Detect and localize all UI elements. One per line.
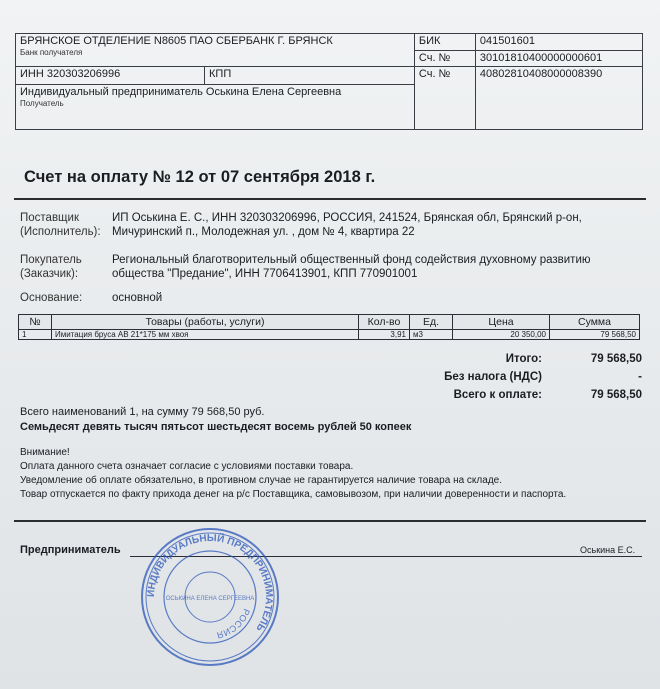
notice-heading: Внимание! — [20, 447, 70, 458]
recipient-cell — [16, 85, 415, 130]
col-header-goods: Товары (работы, услуги) — [52, 315, 359, 330]
company-stamp — [140, 527, 280, 667]
pay-label: Всего к оплате: — [453, 389, 542, 401]
bank-details-table — [15, 33, 643, 130]
amount-in-words: Семьдесят девять тысяч пятьсот шестьдесят восемь рублей 50 копеек — [20, 421, 412, 433]
totals-block — [444, 350, 642, 404]
col-header-qty: Кол-во — [359, 315, 410, 330]
pay-value: 79 568,50 — [590, 389, 642, 401]
signer-role: Предприниматель — [20, 544, 121, 556]
buyer-label: Покупатель (Заказчик): — [20, 254, 82, 280]
items-count-line: Всего наименований 1, на сумму 79 568,50 руб. — [20, 406, 265, 418]
col-header-sum: Сумма — [550, 315, 640, 330]
total-value: 79 568,50 — [590, 353, 642, 365]
buyer-block — [20, 253, 645, 283]
stamp-outer-text: ИНДИВИДУАЛЬНЫЙ ПРЕДПРИНИМАТЕЛЬ — [145, 532, 275, 634]
supplier-label: Поставщик (Исполнитель): — [20, 212, 101, 238]
bank-caption: Банк получателя — [20, 48, 83, 57]
invoice-title: Счет на оплату № 12 от 07 сентября 2018 г. — [24, 168, 376, 186]
inn-cell: ИНН 320303206996 — [16, 67, 205, 85]
basis-value: основной — [112, 292, 163, 304]
supplier-value: ИП Оськина Е. С., ИНН 320303206996, РОССИЯ, 241524, Брянская обл, Брянский р-он, Мичуринский п., Молодежная ул. , дом № 4, квартира 22 — [112, 212, 582, 238]
buyer-value: Региональный благотворительный общественный фонд содействия духовному развитию общества "Предание", ИНН 7706413901, КПП 770901001 — [112, 254, 591, 280]
basis-block — [20, 291, 645, 307]
items-header-row — [19, 315, 640, 330]
row-number: 1 — [19, 330, 52, 340]
basis-label: Основание: — [20, 292, 83, 304]
row-unit: м3 — [410, 330, 453, 340]
items-table — [18, 314, 640, 340]
col-header-price: Цена — [453, 315, 550, 330]
vat-value: - — [638, 371, 642, 383]
total-label: Итого: — [505, 353, 542, 365]
account-value: 40802810408000008390 — [475, 67, 642, 130]
title-divider — [14, 198, 646, 200]
corr-account-value: 30101810400000000601 — [475, 50, 642, 67]
row-price: 20 350,00 — [453, 330, 550, 340]
notice-line-2: Уведомление об оплате обязательно, в противном случае не гарантируется наличие товара на складе. — [20, 475, 502, 486]
vat-label: Без налога (НДС) — [444, 371, 542, 383]
row-sum: 79 568,50 — [550, 330, 640, 340]
account-label: Сч. № — [414, 67, 475, 130]
bik-value: 041501601 — [475, 34, 642, 51]
notice-line-3: Товар отпускается по факту прихода денег на р/с Поставщика, самовывозом, при наличии доверенности и паспорта. — [20, 489, 567, 500]
bank-name: БРЯНСКОЕ ОТДЕЛЕНИЕ N8605 ПАО СБЕРБАНК Г. БРЯНСК — [20, 35, 333, 47]
recipient-name: Индивидуальный предприниматель Оськина Елена Сергеевна — [20, 86, 342, 98]
recipient-caption: Получатель — [20, 99, 64, 108]
notice-line-1: Оплата данного счета означает согласие с условиями поставки товара. — [20, 461, 354, 472]
bank-name-cell — [16, 34, 415, 67]
supplier-block — [20, 211, 645, 241]
row-qty: 3,91 — [359, 330, 410, 340]
notice-divider — [14, 520, 646, 522]
col-header-number: № — [19, 315, 52, 330]
kpp-cell: КПП — [205, 67, 415, 85]
row-goods: Имитация бруса АВ 21*175 мм хвоя — [52, 330, 359, 340]
table-row — [19, 330, 640, 340]
col-header-unit: Ед. — [410, 315, 453, 330]
signer-name: Оськина Е.С. — [580, 545, 636, 555]
bik-label: БИК — [414, 34, 475, 51]
stamp-country: РОССИЯ — [215, 607, 252, 641]
corr-account-label: Сч. № — [414, 50, 475, 67]
stamp-center-text: ОСЬКИНА ЕЛЕНА СЕРГЕЕВНА — [165, 596, 255, 602]
notice-block — [20, 446, 630, 502]
svg-text:РОССИЯ — [216, 607, 252, 640]
